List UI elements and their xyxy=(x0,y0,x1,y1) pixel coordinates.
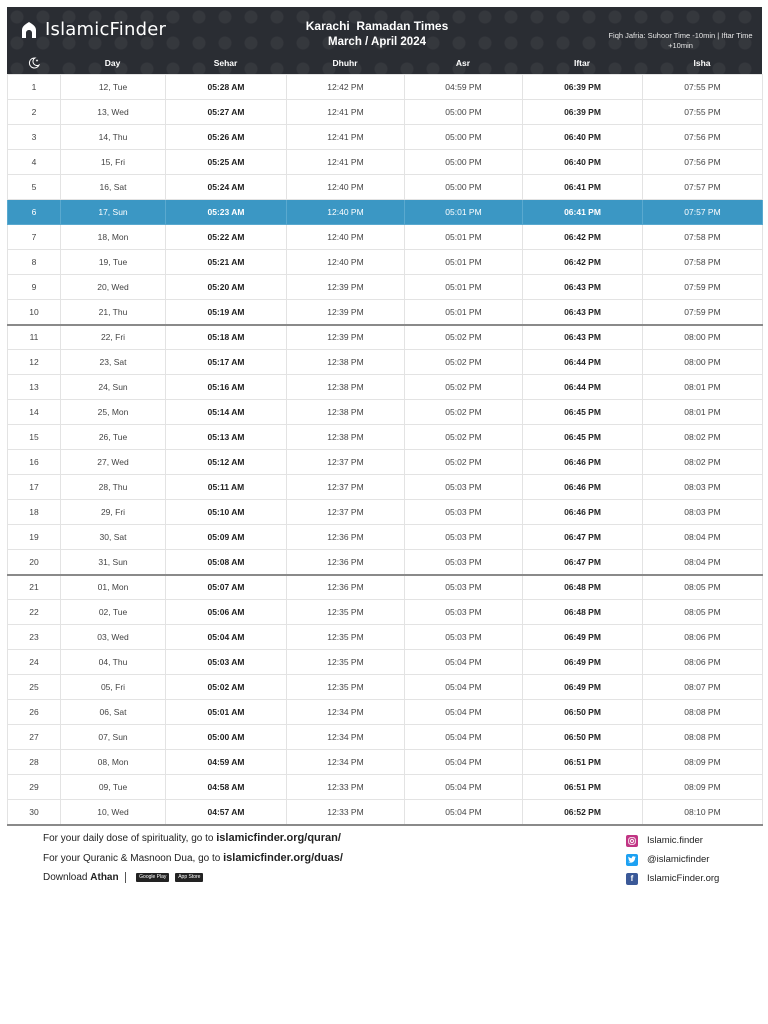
table-cell: 05:18 AM xyxy=(166,325,287,350)
table-cell: 05:16 AM xyxy=(166,375,287,400)
logo-text: IslamicFinder xyxy=(45,19,167,40)
table-cell: 07, Sun xyxy=(61,725,166,750)
table-cell: 07:55 PM xyxy=(643,100,763,125)
table-cell: 14 xyxy=(8,400,61,425)
app-store-badge[interactable]: App Store xyxy=(175,873,203,882)
table-cell: 05:23 AM xyxy=(166,200,287,225)
table-cell: 05:19 AM xyxy=(166,300,287,325)
table-cell: 05:24 AM xyxy=(166,175,287,200)
table-cell: 5 xyxy=(8,175,61,200)
table-cell: 12, Tue xyxy=(61,75,166,100)
table-cell: 12:35 PM xyxy=(287,600,405,625)
download-text: Download xyxy=(43,872,91,884)
table-cell: 05:20 AM xyxy=(166,275,287,300)
table-cell: 12:40 PM xyxy=(287,250,405,275)
table-cell: 18, Mon xyxy=(61,225,166,250)
table-cell: 12:34 PM xyxy=(287,750,405,775)
twitter-handle: @islamicfinder xyxy=(647,854,710,865)
table-cell: 04:59 PM xyxy=(405,75,523,100)
table-cell: 12:38 PM xyxy=(287,425,405,450)
table-cell: 16, Sat xyxy=(61,175,166,200)
table-row xyxy=(8,325,763,350)
table-cell: 06:51 PM xyxy=(523,750,643,775)
table-cell: 6 xyxy=(8,200,61,225)
table-cell: 02, Tue xyxy=(61,600,166,625)
table-cell: 30, Sat xyxy=(61,525,166,550)
table-cell: 17 xyxy=(8,475,61,500)
table-cell: 06:41 PM xyxy=(523,175,643,200)
social-twitter[interactable] xyxy=(626,850,719,869)
table-cell: 05:07 AM xyxy=(166,575,287,600)
table-cell: 06, Sat xyxy=(61,700,166,725)
instagram-handle: Islamic.finder xyxy=(647,835,703,846)
table-row xyxy=(8,225,763,250)
table-cell: 20, Wed xyxy=(61,275,166,300)
table-cell: 12:39 PM xyxy=(287,325,405,350)
social-facebook[interactable] xyxy=(626,869,719,888)
table-cell: 13 xyxy=(8,375,61,400)
table-cell: 12:37 PM xyxy=(287,475,405,500)
table-cell: 08:06 PM xyxy=(643,625,763,650)
table-cell: 06:44 PM xyxy=(523,350,643,375)
table-cell: 05:10 AM xyxy=(166,500,287,525)
table-cell: 12:34 PM xyxy=(287,700,405,725)
table-cell: 12:34 PM xyxy=(287,725,405,750)
table-cell: 04:57 AM xyxy=(166,800,287,825)
table-cell: 07:55 PM xyxy=(643,75,763,100)
table-cell: 04:59 AM xyxy=(166,750,287,775)
table-cell: 12:36 PM xyxy=(287,550,405,575)
table-cell: 08:02 PM xyxy=(643,425,763,450)
athan-app-name: Athan xyxy=(90,872,119,884)
table-cell: 29, Fri xyxy=(61,500,166,525)
table-cell: 25, Mon xyxy=(61,400,166,425)
table-cell: 05:27 AM xyxy=(166,100,287,125)
table-cell: 06:48 PM xyxy=(523,575,643,600)
table-row xyxy=(8,150,763,175)
table-cell: 10 xyxy=(8,300,61,325)
table-cell: 26 xyxy=(8,700,61,725)
table-cell: 03, Wed xyxy=(61,625,166,650)
table-cell: 05:03 PM xyxy=(405,625,523,650)
table-cell: 06:46 PM xyxy=(523,475,643,500)
table-cell: 31, Sun xyxy=(61,550,166,575)
table-row xyxy=(8,300,763,325)
header-isha: Isha xyxy=(693,57,711,68)
table-cell: 05:04 PM xyxy=(405,650,523,675)
table-cell: 12:37 PM xyxy=(287,500,405,525)
table-cell: 06:52 PM xyxy=(523,800,643,825)
table-cell: 13, Wed xyxy=(61,100,166,125)
table-cell: 05:03 PM xyxy=(405,600,523,625)
ramadan-timetable xyxy=(7,74,763,826)
table-cell: 06:46 PM xyxy=(523,450,643,475)
download-line xyxy=(43,872,343,892)
header-moon-cell xyxy=(7,51,60,74)
table-cell: 08:04 PM xyxy=(643,525,763,550)
table-cell: 05:00 AM xyxy=(166,725,287,750)
table-cell: 06:39 PM xyxy=(523,75,643,100)
table-cell: 06:40 PM xyxy=(523,150,643,175)
table-row xyxy=(8,450,763,475)
table-cell: 12:37 PM xyxy=(287,450,405,475)
table-cell: 06:50 PM xyxy=(523,725,643,750)
table-cell: 05:21 AM xyxy=(166,250,287,275)
table-cell: 06:43 PM xyxy=(523,325,643,350)
table-row xyxy=(8,800,763,825)
table-row xyxy=(8,700,763,725)
table-cell: 08:09 PM xyxy=(643,750,763,775)
facebook-page: IslamicFinder.org xyxy=(647,873,720,884)
table-cell: 05:01 PM xyxy=(405,275,523,300)
table-cell: 12:39 PM xyxy=(287,275,405,300)
table-cell: 15, Fri xyxy=(61,150,166,175)
table-cell: 06:42 PM xyxy=(523,250,643,275)
table-row xyxy=(8,525,763,550)
table-cell: 05:13 AM xyxy=(166,425,287,450)
table-cell: 06:45 PM xyxy=(523,425,643,450)
table-cell: 06:46 PM xyxy=(523,500,643,525)
table-cell: 22, Fri xyxy=(61,325,166,350)
table-cell: 24 xyxy=(8,650,61,675)
table-row xyxy=(8,675,763,700)
table-cell: 16 xyxy=(8,450,61,475)
table-row xyxy=(8,625,763,650)
table-row xyxy=(8,750,763,775)
table-cell: 12:40 PM xyxy=(287,225,405,250)
table-cell: 06:41 PM xyxy=(523,200,643,225)
table-cell: 20 xyxy=(8,550,61,575)
table-cell: 24, Sun xyxy=(61,375,166,400)
quran-link[interactable]: islamicfinder.org/quran/ xyxy=(216,832,341,844)
table-cell: 05:00 PM xyxy=(405,150,523,175)
table-cell: 05:02 PM xyxy=(405,425,523,450)
table-cell: 05:01 PM xyxy=(405,250,523,275)
crescent-moon-icon xyxy=(28,57,40,69)
table-row xyxy=(8,725,763,750)
table-row xyxy=(8,475,763,500)
quran-text: For your daily dose of spirituality, go to xyxy=(43,833,217,844)
table-cell: 08:02 PM xyxy=(643,450,763,475)
islamicfinder-logo[interactable] xyxy=(19,19,166,40)
table-cell: 4 xyxy=(8,150,61,175)
table-cell: 12 xyxy=(8,350,61,375)
table-cell: 21 xyxy=(8,575,61,600)
table-cell: 06:47 PM xyxy=(523,550,643,575)
table-cell: 17, Sun xyxy=(61,200,166,225)
table-cell: 05:06 AM xyxy=(166,600,287,625)
quran-line xyxy=(43,832,343,852)
table-cell: 12:35 PM xyxy=(287,650,405,675)
table-cell: 12:35 PM xyxy=(287,625,405,650)
table-cell: 01, Mon xyxy=(61,575,166,600)
table-cell: 22 xyxy=(8,600,61,625)
page-title: Karachi Ramadan Times xyxy=(305,19,449,33)
table-cell: 26, Tue xyxy=(61,425,166,450)
table-cell: 08:03 PM xyxy=(643,475,763,500)
table-cell: 07:58 PM xyxy=(643,250,763,275)
table-cell: 19, Tue xyxy=(61,250,166,275)
table-cell: 08:07 PM xyxy=(643,675,763,700)
table-cell: 07:57 PM xyxy=(643,175,763,200)
table-cell: 08:05 PM xyxy=(643,600,763,625)
table-cell: 12:36 PM xyxy=(287,525,405,550)
table-cell: 05:01 PM xyxy=(405,300,523,325)
table-cell: 12:38 PM xyxy=(287,375,405,400)
header-asr: Asr xyxy=(455,57,471,68)
table-cell: 05:02 PM xyxy=(405,450,523,475)
table-cell: 11 xyxy=(8,325,61,350)
table-cell: 05:11 AM xyxy=(166,475,287,500)
header-day: Day xyxy=(104,57,121,68)
table-cell: 05:00 PM xyxy=(405,100,523,125)
table-cell: 06:40 PM xyxy=(523,125,643,150)
table-cell: 7 xyxy=(8,225,61,250)
table-row xyxy=(8,400,763,425)
table-cell: 23, Sat xyxy=(61,350,166,375)
table-row xyxy=(8,200,763,225)
table-cell: 08:08 PM xyxy=(643,725,763,750)
table-cell: 09, Tue xyxy=(61,775,166,800)
table-cell: 05:02 PM xyxy=(405,375,523,400)
header-iftar: Iftar xyxy=(573,57,591,68)
table-cell: 06:39 PM xyxy=(523,100,643,125)
table-cell: 07:58 PM xyxy=(643,225,763,250)
table-cell: 05:04 PM xyxy=(405,775,523,800)
table-cell: 05:01 AM xyxy=(166,700,287,725)
mosque-icon xyxy=(19,20,39,40)
table-row xyxy=(8,425,763,450)
table-cell: 05:22 AM xyxy=(166,225,287,250)
table-cell: 08:00 PM xyxy=(643,325,763,350)
table-cell: 12:33 PM xyxy=(287,800,405,825)
footer-divider xyxy=(125,872,126,883)
table-cell: 05:03 PM xyxy=(405,525,523,550)
table-cell: 06:47 PM xyxy=(523,525,643,550)
table-cell: 08:00 PM xyxy=(643,350,763,375)
table-cell: 05:01 PM xyxy=(405,225,523,250)
table-cell: 05:03 PM xyxy=(405,500,523,525)
table-cell: 05:00 PM xyxy=(405,125,523,150)
table-cell: 05:14 AM xyxy=(166,400,287,425)
table-row xyxy=(8,650,763,675)
table-cell: 05:09 AM xyxy=(166,525,287,550)
table-cell: 12:41 PM xyxy=(287,150,405,175)
table-cell: 12:36 PM xyxy=(287,575,405,600)
table-cell: 07:56 PM xyxy=(643,150,763,175)
table-cell: 05, Fri xyxy=(61,675,166,700)
table-cell: 10, Wed xyxy=(61,800,166,825)
table-cell: 05:01 PM xyxy=(405,200,523,225)
table-cell: 06:44 PM xyxy=(523,375,643,400)
table-cell: 12:39 PM xyxy=(287,300,405,325)
table-cell: 08:09 PM xyxy=(643,775,763,800)
table-header xyxy=(7,51,762,74)
table-row xyxy=(8,775,763,800)
table-cell: 06:50 PM xyxy=(523,700,643,725)
table-cell: 05:03 AM xyxy=(166,650,287,675)
table-cell: 05:03 PM xyxy=(405,475,523,500)
table-cell: 07:57 PM xyxy=(643,200,763,225)
table-cell: 06:49 PM xyxy=(523,650,643,675)
table-row xyxy=(8,550,763,575)
table-cell: 05:26 AM xyxy=(166,125,287,150)
page-subtitle: March / April 2024 xyxy=(327,36,426,48)
table-cell: 05:04 PM xyxy=(405,750,523,775)
table-cell: 12:33 PM xyxy=(287,775,405,800)
table-cell: 3 xyxy=(8,125,61,150)
table-cell: 27, Wed xyxy=(61,450,166,475)
table-cell: 19 xyxy=(8,525,61,550)
table-cell: 06:43 PM xyxy=(523,275,643,300)
table-cell: 06:51 PM xyxy=(523,775,643,800)
table-cell: 28 xyxy=(8,750,61,775)
table-cell: 05:02 AM xyxy=(166,675,287,700)
table-cell: 05:02 PM xyxy=(405,350,523,375)
table-cell: 30 xyxy=(8,800,61,825)
table-cell: 05:03 PM xyxy=(405,550,523,575)
table-cell: 12:40 PM xyxy=(287,175,405,200)
table-cell: 05:12 AM xyxy=(166,450,287,475)
table-cell: 05:02 PM xyxy=(405,400,523,425)
table-cell: 05:04 AM xyxy=(166,625,287,650)
table-cell: 08:04 PM xyxy=(643,550,763,575)
table-cell: 9 xyxy=(8,275,61,300)
table-cell: 08:01 PM xyxy=(643,400,763,425)
table-cell: 12:42 PM xyxy=(287,75,405,100)
table-cell: 05:02 PM xyxy=(405,325,523,350)
header-dhuhr: Dhuhr xyxy=(332,57,358,68)
table-row xyxy=(8,575,763,600)
table-row xyxy=(8,125,763,150)
table-cell: 07:59 PM xyxy=(643,300,763,325)
google-play-badge[interactable]: Google Play xyxy=(136,873,169,882)
table-cell: 08:10 PM xyxy=(643,800,763,825)
table-cell: 29 xyxy=(8,775,61,800)
table-row xyxy=(8,175,763,200)
table-row xyxy=(8,375,763,400)
table-cell: 05:04 PM xyxy=(405,800,523,825)
facebook-icon: f xyxy=(626,873,638,885)
table-cell: 08:08 PM xyxy=(643,700,763,725)
table-row xyxy=(8,500,763,525)
table-row xyxy=(8,350,763,375)
table-cell: 18 xyxy=(8,500,61,525)
table-cell: 05:04 PM xyxy=(405,675,523,700)
table-row xyxy=(8,75,763,100)
table-cell: 05:04 PM xyxy=(405,700,523,725)
table-cell: 12:35 PM xyxy=(287,675,405,700)
table-cell: 14, Thu xyxy=(61,125,166,150)
fiqh-note: Fiqh Jafria: Suhoor Time -10min | Iftar Time +10min xyxy=(608,31,753,50)
table-cell: 8 xyxy=(8,250,61,275)
table-cell: 04:58 AM xyxy=(166,775,287,800)
table-row xyxy=(8,100,763,125)
duas-line xyxy=(43,852,343,872)
table-cell: 15 xyxy=(8,425,61,450)
table-cell: 05:17 AM xyxy=(166,350,287,375)
table-cell: 05:25 AM xyxy=(166,150,287,175)
table-cell: 12:38 PM xyxy=(287,400,405,425)
table-cell: 23 xyxy=(8,625,61,650)
table-cell: 12:41 PM xyxy=(287,100,405,125)
table-cell: 05:28 AM xyxy=(166,75,287,100)
table-cell: 2 xyxy=(8,100,61,125)
table-cell: 08:01 PM xyxy=(643,375,763,400)
social-links xyxy=(626,831,719,888)
table-cell: 08:06 PM xyxy=(643,650,763,675)
table-cell: 08:05 PM xyxy=(643,575,763,600)
table-row xyxy=(8,600,763,625)
duas-link[interactable]: islamicfinder.org/duas/ xyxy=(223,852,343,864)
table-cell: 05:08 AM xyxy=(166,550,287,575)
table-cell: 05:04 PM xyxy=(405,725,523,750)
footer-links xyxy=(43,832,343,892)
header-sehar: Sehar xyxy=(213,57,238,68)
table-cell: 28, Thu xyxy=(61,475,166,500)
twitter-icon xyxy=(626,854,638,866)
table-cell: 08:03 PM xyxy=(643,500,763,525)
social-instagram[interactable] xyxy=(626,831,719,850)
table-row xyxy=(8,250,763,275)
table-cell: 25 xyxy=(8,675,61,700)
table-cell: 05:00 PM xyxy=(405,175,523,200)
table-cell: 1 xyxy=(8,75,61,100)
table-cell: 07:59 PM xyxy=(643,275,763,300)
table-cell: 04, Thu xyxy=(61,650,166,675)
table-cell: 06:45 PM xyxy=(523,400,643,425)
table-cell: 06:49 PM xyxy=(523,675,643,700)
table-cell: 05:03 PM xyxy=(405,575,523,600)
table-cell: 27 xyxy=(8,725,61,750)
table-cell: 21, Thu xyxy=(61,300,166,325)
table-cell: 06:48 PM xyxy=(523,600,643,625)
table-cell: 06:49 PM xyxy=(523,625,643,650)
table-row xyxy=(8,275,763,300)
duas-text: For your Quranic & Masnoon Dua, go to xyxy=(43,853,224,864)
table-cell: 12:40 PM xyxy=(287,200,405,225)
table-cell: 12:41 PM xyxy=(287,125,405,150)
table-cell: 07:56 PM xyxy=(643,125,763,150)
instagram-icon xyxy=(626,835,638,847)
table-cell: 12:38 PM xyxy=(287,350,405,375)
title-block xyxy=(257,19,497,48)
table-cell: 06:42 PM xyxy=(523,225,643,250)
table-cell: 06:43 PM xyxy=(523,300,643,325)
table-cell: 08, Mon xyxy=(61,750,166,775)
